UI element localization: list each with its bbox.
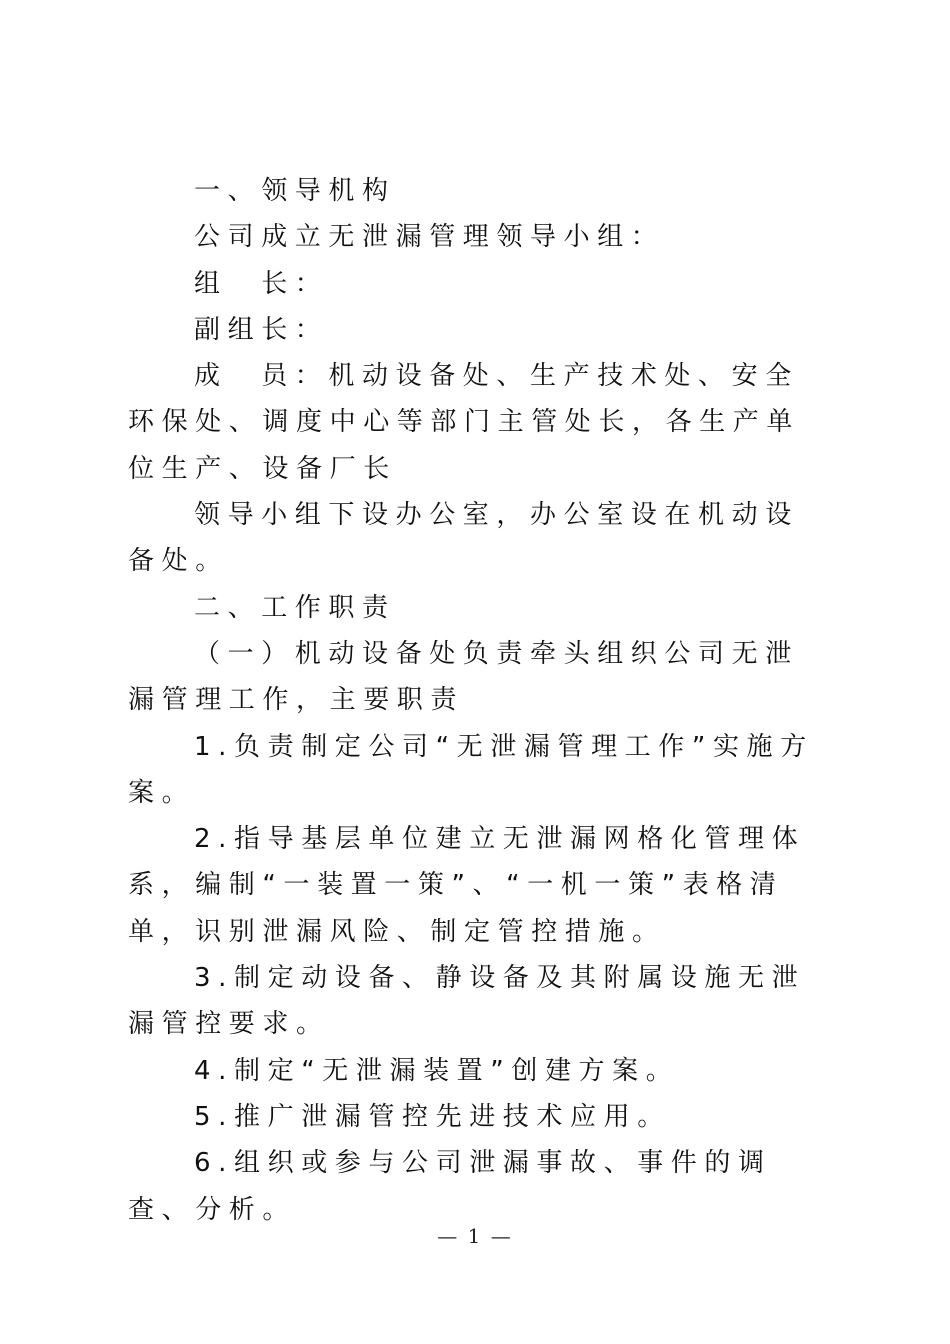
paragraph-group-established: 公司成立无泄漏管理领导小组：: [194, 222, 665, 253]
list-item-duty-1: 1.负责制定公司“无泄漏管理工作”实施方案。: [128, 731, 814, 808]
paragraph-deputy-leader: 副组长：: [194, 314, 329, 345]
list-item-duty-4: 4.制定“无泄漏装置”创建方案。: [194, 1055, 680, 1086]
list-item-duty-6: 6.组织或参与公司泄漏事故、事件的调查、分析。: [128, 1148, 772, 1225]
list-item-duty-5: 5.推广泄漏管控先进技术应用。: [194, 1101, 671, 1132]
page-number: — 1 —: [437, 1224, 513, 1248]
paragraph-office: 领导小组下设办公室，办公室设在机动设备处。: [128, 500, 799, 577]
paragraph-group-leader: 组 长：: [194, 268, 329, 299]
heading-leadership-organization: 一、领导机构: [194, 176, 396, 206]
paragraph-duty-section-one: （一）机动设备处负责牵头组织公司无泄漏管理工作，主要职责: [128, 638, 799, 716]
heading-work-duties: 二、工作职责: [194, 592, 396, 623]
document-body: [128, 168, 828, 1233]
list-item-duty-3: 3.制定动设备、静设备及其附属设施无泄漏管控要求。: [128, 963, 806, 1040]
list-item-duty-2: 2.指导基层单位建立无泄漏网格化管理体系，编制“一装置一策”、“一机一策”表格清单，识别泄漏风险、制定管控措施。: [128, 824, 806, 947]
paragraph-members: 成 员：机动设备处、生产技术处、安全环保处、调度中心等部门主管处长，各生产单位生产、设备厂长: [128, 361, 801, 484]
